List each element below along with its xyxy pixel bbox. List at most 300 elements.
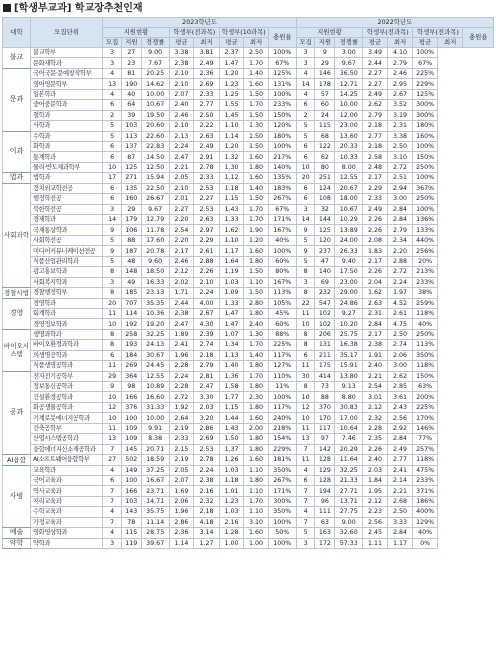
college-cell: 공과 [3, 371, 31, 455]
page-title [3, 2, 143, 16]
value-cell: 60 [315, 100, 335, 110]
unit-name-cell: 건축공학부 [30, 423, 102, 433]
unit-name-cell: 영어영문학부 [30, 79, 102, 89]
value-cell: 440% [413, 235, 437, 245]
value-cell: 136% [413, 215, 437, 225]
value-cell: 100% [268, 517, 296, 527]
value-cell: 1.50 [244, 288, 268, 298]
value-cell: 100% [268, 141, 296, 151]
value-cell: 9 [296, 225, 315, 235]
value-cell: 8 [296, 288, 315, 298]
value-cell: 1.84 [363, 475, 387, 485]
value-cell: 60% [268, 319, 296, 329]
value-cell: 131 [315, 340, 335, 350]
value-cell: 2.35 [363, 434, 387, 444]
value-cell: 1.80 [244, 444, 268, 454]
value-cell: 1.13 [219, 350, 243, 360]
value-cell: 14.62 [141, 79, 169, 89]
value-cell: 2.92 [387, 423, 413, 433]
value-cell: 400% [413, 507, 437, 517]
value-cell: 103 [121, 496, 141, 506]
value-cell: 1.36 [219, 371, 243, 381]
value-cell: 144 [315, 215, 335, 225]
value-cell: 6 [103, 100, 122, 110]
value-cell: 2.48 [363, 162, 387, 172]
unit-name-cell: 산업시스템공학과 [30, 434, 102, 444]
value-cell: 167% [268, 277, 296, 287]
table-row [3, 110, 494, 120]
value-cell: 2.94 [387, 183, 413, 193]
value-cell: 160% [413, 131, 437, 141]
value-cell: 27.75 [335, 507, 363, 517]
value-cell: 47 [315, 256, 335, 266]
value-cell: 15.94 [141, 173, 169, 183]
value-cell: 1.50 [244, 131, 268, 141]
value-cell: 1.30 [244, 329, 268, 339]
value-cell: 175 [315, 361, 335, 371]
value-cell: 213% [413, 267, 437, 277]
value-cell: 6 [103, 475, 122, 485]
value-cell: 2.41 [387, 465, 413, 475]
value-cell: 200% [413, 392, 437, 402]
value-cell: 350% [268, 465, 296, 475]
value-cell: 40% [413, 528, 437, 538]
value-cell: 10.67 [335, 204, 363, 214]
value-cell: 111 [315, 507, 335, 517]
value-cell: 3 [103, 204, 122, 214]
value-cell: 68 [315, 131, 335, 141]
value-cell: 100% [268, 48, 296, 58]
unit-name-cell: 전자전기공학부 [30, 371, 102, 381]
value-cell: 2.37 [219, 48, 243, 58]
value-cell: 1.37 [219, 444, 243, 454]
college-cell: 바이오시스템 [3, 329, 31, 371]
value-cell: 11 [103, 423, 122, 433]
value-cell: 194 [315, 486, 335, 496]
value-cell: 350% [268, 507, 296, 517]
value-cell: 2.68 [387, 496, 413, 506]
value-cell: 2.29 [194, 235, 220, 245]
value-cell: 1.60 [244, 413, 268, 423]
value-cell: 6 [103, 350, 122, 360]
value-cell: 3.10 [244, 517, 268, 527]
value-cell: 146 [315, 68, 335, 78]
value-cell: 22 [296, 298, 315, 308]
value-cell: 1.80 [244, 361, 268, 371]
header-col: 최저 [387, 38, 413, 48]
value-cell: 9 [315, 48, 335, 58]
value-cell: 9.67 [335, 58, 363, 68]
value-cell: 1.26 [219, 455, 243, 465]
value-cell: 1.30 [244, 121, 268, 131]
value-cell: 193 [121, 340, 141, 350]
table-row [3, 152, 494, 162]
value-cell: 10.00 [335, 100, 363, 110]
value-cell: 2.84 [387, 204, 413, 214]
table-row [3, 79, 494, 89]
value-cell: 6 [103, 141, 122, 151]
value-cell: 1.01 [219, 486, 243, 496]
value-cell: 49 [121, 277, 141, 287]
unit-name-cell: 국어국문·문예창작학부 [30, 68, 102, 78]
value-cell: 102 [315, 308, 335, 318]
value-cell: 150% [413, 371, 437, 381]
value-cell: 1.11 [363, 538, 387, 548]
header-grade1-b: 학생부(전과목) [363, 28, 413, 38]
unit-name-cell: 화학과 [30, 141, 102, 151]
value-cell: 97 [315, 434, 335, 444]
value-cell: 5 [296, 121, 315, 131]
value-cell: 2.54 [169, 225, 193, 235]
header-col: 평균 [219, 38, 243, 48]
value-cell: 1.10 [219, 121, 243, 131]
value-cell: 225% [268, 340, 296, 350]
unit-name-cell: 문화재학과 [30, 58, 102, 68]
value-cell: 5 [296, 235, 315, 245]
value-cell: 13.80 [335, 371, 363, 381]
table-row [3, 215, 494, 225]
value-cell: 206 [315, 329, 335, 339]
value-cell: 102 [315, 319, 335, 329]
value-cell: 11.78 [141, 225, 169, 235]
value-cell: 7 [296, 486, 315, 496]
value-cell: 12 [296, 402, 315, 412]
unit-name-cell: 경영정보학과 [30, 319, 102, 329]
value-cell: 1.15 [219, 402, 243, 412]
value-cell: 2.17 [169, 246, 193, 256]
value-cell: 5 [296, 131, 315, 141]
value-cell: 1.80 [244, 256, 268, 266]
value-cell: 8 [103, 340, 122, 350]
value-cell: 13 [296, 434, 315, 444]
value-cell: 1.18 [219, 475, 243, 485]
value-cell: 20.67 [335, 183, 363, 193]
value-cell: 2.24 [387, 277, 413, 287]
value-cell: 7 [296, 517, 315, 527]
value-cell: 1.43 [219, 204, 243, 214]
value-cell: 10.36 [141, 308, 169, 318]
value-cell: 184 [121, 350, 141, 360]
value-cell: 167% [268, 225, 296, 235]
unit-name-cell: 화공생물공학과 [30, 402, 102, 412]
value-cell: 5 [103, 256, 122, 266]
header-unit: 모집단위 [30, 18, 102, 48]
value-cell: 6 [296, 350, 315, 360]
unit-name-cell: 물리·반도체과학부 [30, 162, 102, 172]
value-cell: 2 [103, 110, 122, 120]
value-cell: 2.61 [194, 246, 220, 256]
value-cell: 12.71 [335, 79, 363, 89]
value-cell: 57 [315, 89, 335, 99]
value-cell: 3.81 [194, 48, 220, 58]
unit-name-cell: 사회학전공 [30, 235, 102, 245]
value-cell: 9.27 [335, 308, 363, 318]
value-cell: 1.50 [244, 141, 268, 151]
value-cell: 4 [103, 68, 122, 78]
table-row [3, 89, 494, 99]
value-cell: 1.00 [244, 538, 268, 548]
value-cell: 1.89 [169, 329, 193, 339]
value-cell: 1.33 [219, 298, 243, 308]
value-cell: 125% [413, 89, 437, 99]
value-cell: 3.33 [387, 517, 413, 527]
header-status-b: 지원현황 [296, 28, 362, 38]
value-cell: 170 [315, 413, 335, 423]
value-cell: 4 [103, 89, 122, 99]
value-cell: 2.28 [169, 361, 193, 371]
value-cell: 4.52 [387, 298, 413, 308]
header-college: 대학 [3, 18, 31, 48]
value-cell: 225% [413, 402, 437, 412]
value-cell: 300% [268, 496, 296, 506]
value-cell: 128 [315, 455, 335, 465]
value-cell: 108 [315, 194, 335, 204]
value-cell: 258 [121, 329, 141, 339]
table-row [3, 100, 494, 110]
value-cell: 1.64 [219, 256, 243, 266]
value-cell: 257% [413, 444, 437, 454]
value-cell: 2.12 [363, 402, 387, 412]
value-cell: 4.75 [387, 319, 413, 329]
value-cell: 1.40 [244, 183, 268, 193]
value-cell: 2.46 [169, 110, 193, 120]
value-cell: 11 [296, 361, 315, 371]
value-cell: 1.80 [244, 162, 268, 172]
value-cell: 4 [296, 465, 315, 475]
value-cell: 2.24 [169, 141, 193, 151]
value-cell: 32.25 [141, 329, 169, 339]
value-cell: 267% [268, 194, 296, 204]
value-cell: 2.56 [387, 413, 413, 423]
value-cell: 1.96 [169, 507, 193, 517]
value-cell: 8.80 [335, 392, 363, 402]
table-row [3, 277, 494, 287]
value-cell: 3.19 [387, 110, 413, 120]
header-grade2-a: 학생부(10과목) [219, 28, 268, 38]
unit-name-cell: 통계학과 [30, 152, 102, 162]
admission-table [2, 17, 494, 549]
value-cell: 2.08 [363, 235, 387, 245]
value-cell: 20.71 [141, 444, 169, 454]
table-row [3, 319, 494, 329]
unit-name-cell: 사회복지학과 [30, 277, 102, 287]
value-cell: 3.00 [335, 48, 363, 58]
value-cell: 2.00 [244, 423, 268, 433]
value-cell: 9 [103, 382, 122, 392]
table-row [3, 183, 494, 193]
value-cell: 3.00 [387, 194, 413, 204]
value-cell: 13.71 [335, 496, 363, 506]
value-cell: 1.70 [244, 204, 268, 214]
table-row [3, 298, 494, 308]
value-cell: 3.10 [387, 152, 413, 162]
header-col: 최저 [194, 38, 220, 48]
value-cell: 2.40 [244, 319, 268, 329]
value-cell: 27 [121, 48, 141, 58]
value-cell: 1.60 [244, 152, 268, 162]
value-cell: 2.27 [169, 204, 193, 214]
table-row [3, 517, 494, 527]
header-col: 평균 [169, 38, 193, 48]
value-cell: 118% [413, 455, 437, 465]
value-cell: 1.70 [244, 496, 268, 506]
unit-name-cell: 생명과학과 [30, 329, 102, 339]
value-cell: 2.10 [169, 121, 193, 131]
unit-name-cell: AI소프트웨어융합학부 [30, 455, 102, 465]
value-cell: 1.97 [387, 288, 413, 298]
value-cell: 120% [268, 121, 296, 131]
unit-name-cell: 행정학전공 [30, 194, 102, 204]
value-cell: 414 [315, 371, 335, 381]
value-cell: 127% [268, 361, 296, 371]
value-cell: 10.33 [335, 152, 363, 162]
value-cell: 1.47 [219, 319, 243, 329]
value-cell: 1.80 [244, 382, 268, 392]
table-row [3, 308, 494, 318]
value-cell: 1.15 [219, 194, 243, 204]
value-cell: 1.40 [244, 68, 268, 78]
value-cell: 150% [268, 110, 296, 120]
value-cell: 1.10 [244, 486, 268, 496]
value-cell: 73 [315, 382, 335, 392]
value-cell: 2.81 [194, 371, 220, 381]
value-cell: 23.13 [141, 288, 169, 298]
value-cell: 5 [296, 256, 315, 266]
value-cell: 10.64 [335, 423, 363, 433]
value-cell: 8 [296, 382, 315, 392]
value-cell: 128 [315, 475, 335, 485]
value-cell: 145 [121, 444, 141, 454]
value-cell: 67% [268, 204, 296, 214]
value-cell: 172 [315, 538, 335, 548]
value-cell: 475% [413, 465, 437, 475]
value-cell: 12.00 [335, 110, 363, 120]
value-cell: 1.70 [244, 215, 268, 225]
value-cell: 9.13 [335, 382, 363, 392]
value-cell: 14.25 [335, 89, 363, 99]
value-cell: 251 [315, 173, 335, 183]
value-cell: 376 [121, 402, 141, 412]
unit-name-cell: 바이오환경과학과 [30, 340, 102, 350]
value-cell: 2.51 [387, 173, 413, 183]
value-cell: 163 [315, 528, 335, 538]
value-cell: 77% [413, 434, 437, 444]
value-cell: 1.70 [244, 371, 268, 381]
value-cell: 185 [121, 288, 141, 298]
value-cell: 256% [413, 246, 437, 256]
value-cell: 1.92 [169, 402, 193, 412]
value-cell: 2.97 [194, 225, 220, 235]
value-cell: 229% [268, 444, 296, 454]
value-cell: 1.07 [219, 329, 243, 339]
value-cell: 1.70 [244, 340, 268, 350]
value-cell: 11.64 [335, 455, 363, 465]
value-cell: 5 [103, 121, 122, 131]
value-cell: 2.01 [169, 194, 193, 204]
college-cell: 법과 [3, 173, 31, 183]
value-cell: 3.52 [387, 100, 413, 110]
table-row [3, 465, 494, 475]
value-cell: 10 [103, 319, 122, 329]
table-row [3, 267, 494, 277]
value-cell: 1.40 [219, 361, 243, 371]
value-cell: 38% [413, 288, 437, 298]
table-row [3, 402, 494, 412]
value-cell: 2.74 [387, 340, 413, 350]
value-cell: 14 [296, 215, 315, 225]
value-cell: 2.49 [363, 204, 387, 214]
value-cell: 2.39 [194, 329, 220, 339]
value-cell: 2.47 [194, 382, 220, 392]
value-cell: 2.29 [363, 183, 387, 193]
value-cell: 7.67 [141, 58, 169, 68]
value-cell: 50% [268, 528, 296, 538]
value-cell: 233% [413, 277, 437, 287]
value-cell: 142 [315, 444, 335, 454]
value-cell: 1.60 [244, 246, 268, 256]
value-cell: 10 [296, 392, 315, 402]
value-cell: 2.36 [169, 528, 193, 538]
header-status-a: 지원현황 [103, 28, 169, 38]
value-cell: 6 [103, 183, 122, 193]
value-cell: 1.23 [219, 79, 243, 89]
value-cell: 371% [413, 486, 437, 496]
college-cell: 경찰사법 [3, 288, 30, 297]
value-cell: 3 [296, 48, 315, 58]
square-bullet-icon [3, 4, 11, 12]
value-cell: 2.12 [363, 496, 387, 506]
table-row [3, 423, 494, 433]
table-row [3, 371, 494, 381]
value-cell: 1.12 [219, 173, 243, 183]
college-cell: 사범 [3, 465, 31, 528]
value-cell: 10 [296, 162, 315, 172]
value-cell: 2.77 [194, 100, 220, 110]
value-cell: 10.00 [141, 89, 169, 99]
value-cell: 118% [413, 361, 437, 371]
value-cell: 35.75 [141, 507, 169, 517]
value-cell: 6 [296, 152, 315, 162]
value-cell: 2.88 [387, 256, 413, 266]
value-cell: 3.00 [387, 361, 413, 371]
value-cell: 2.67 [387, 89, 413, 99]
value-cell: 2.80 [244, 298, 268, 308]
value-cell: 12.55 [335, 173, 363, 183]
table-row [3, 162, 494, 172]
value-cell: 8 [103, 288, 122, 298]
value-cell: 1.90 [244, 225, 268, 235]
value-cell: 2.21 [169, 162, 193, 172]
unit-name-cell: 정치외교학전공 [30, 183, 102, 193]
value-cell: 100 [121, 475, 141, 485]
value-cell: 364 [121, 371, 141, 381]
value-cell: 1.00 [219, 538, 243, 548]
value-cell: 32.25 [335, 465, 363, 475]
value-cell: 67% [413, 58, 437, 68]
value-cell: 113% [268, 288, 296, 298]
value-cell: 12.50 [141, 162, 169, 172]
table-row [3, 58, 494, 68]
header-col: 경쟁률 [335, 38, 363, 48]
value-cell: 3 [296, 58, 315, 68]
value-cell: 8 [296, 267, 315, 277]
value-cell: 96 [315, 496, 335, 506]
value-cell: 9.67 [141, 204, 169, 214]
value-cell: 3.20 [194, 413, 220, 423]
value-cell: 135% [268, 173, 296, 183]
value-cell: 11.14 [141, 517, 169, 527]
value-cell: 1.14 [169, 538, 193, 548]
